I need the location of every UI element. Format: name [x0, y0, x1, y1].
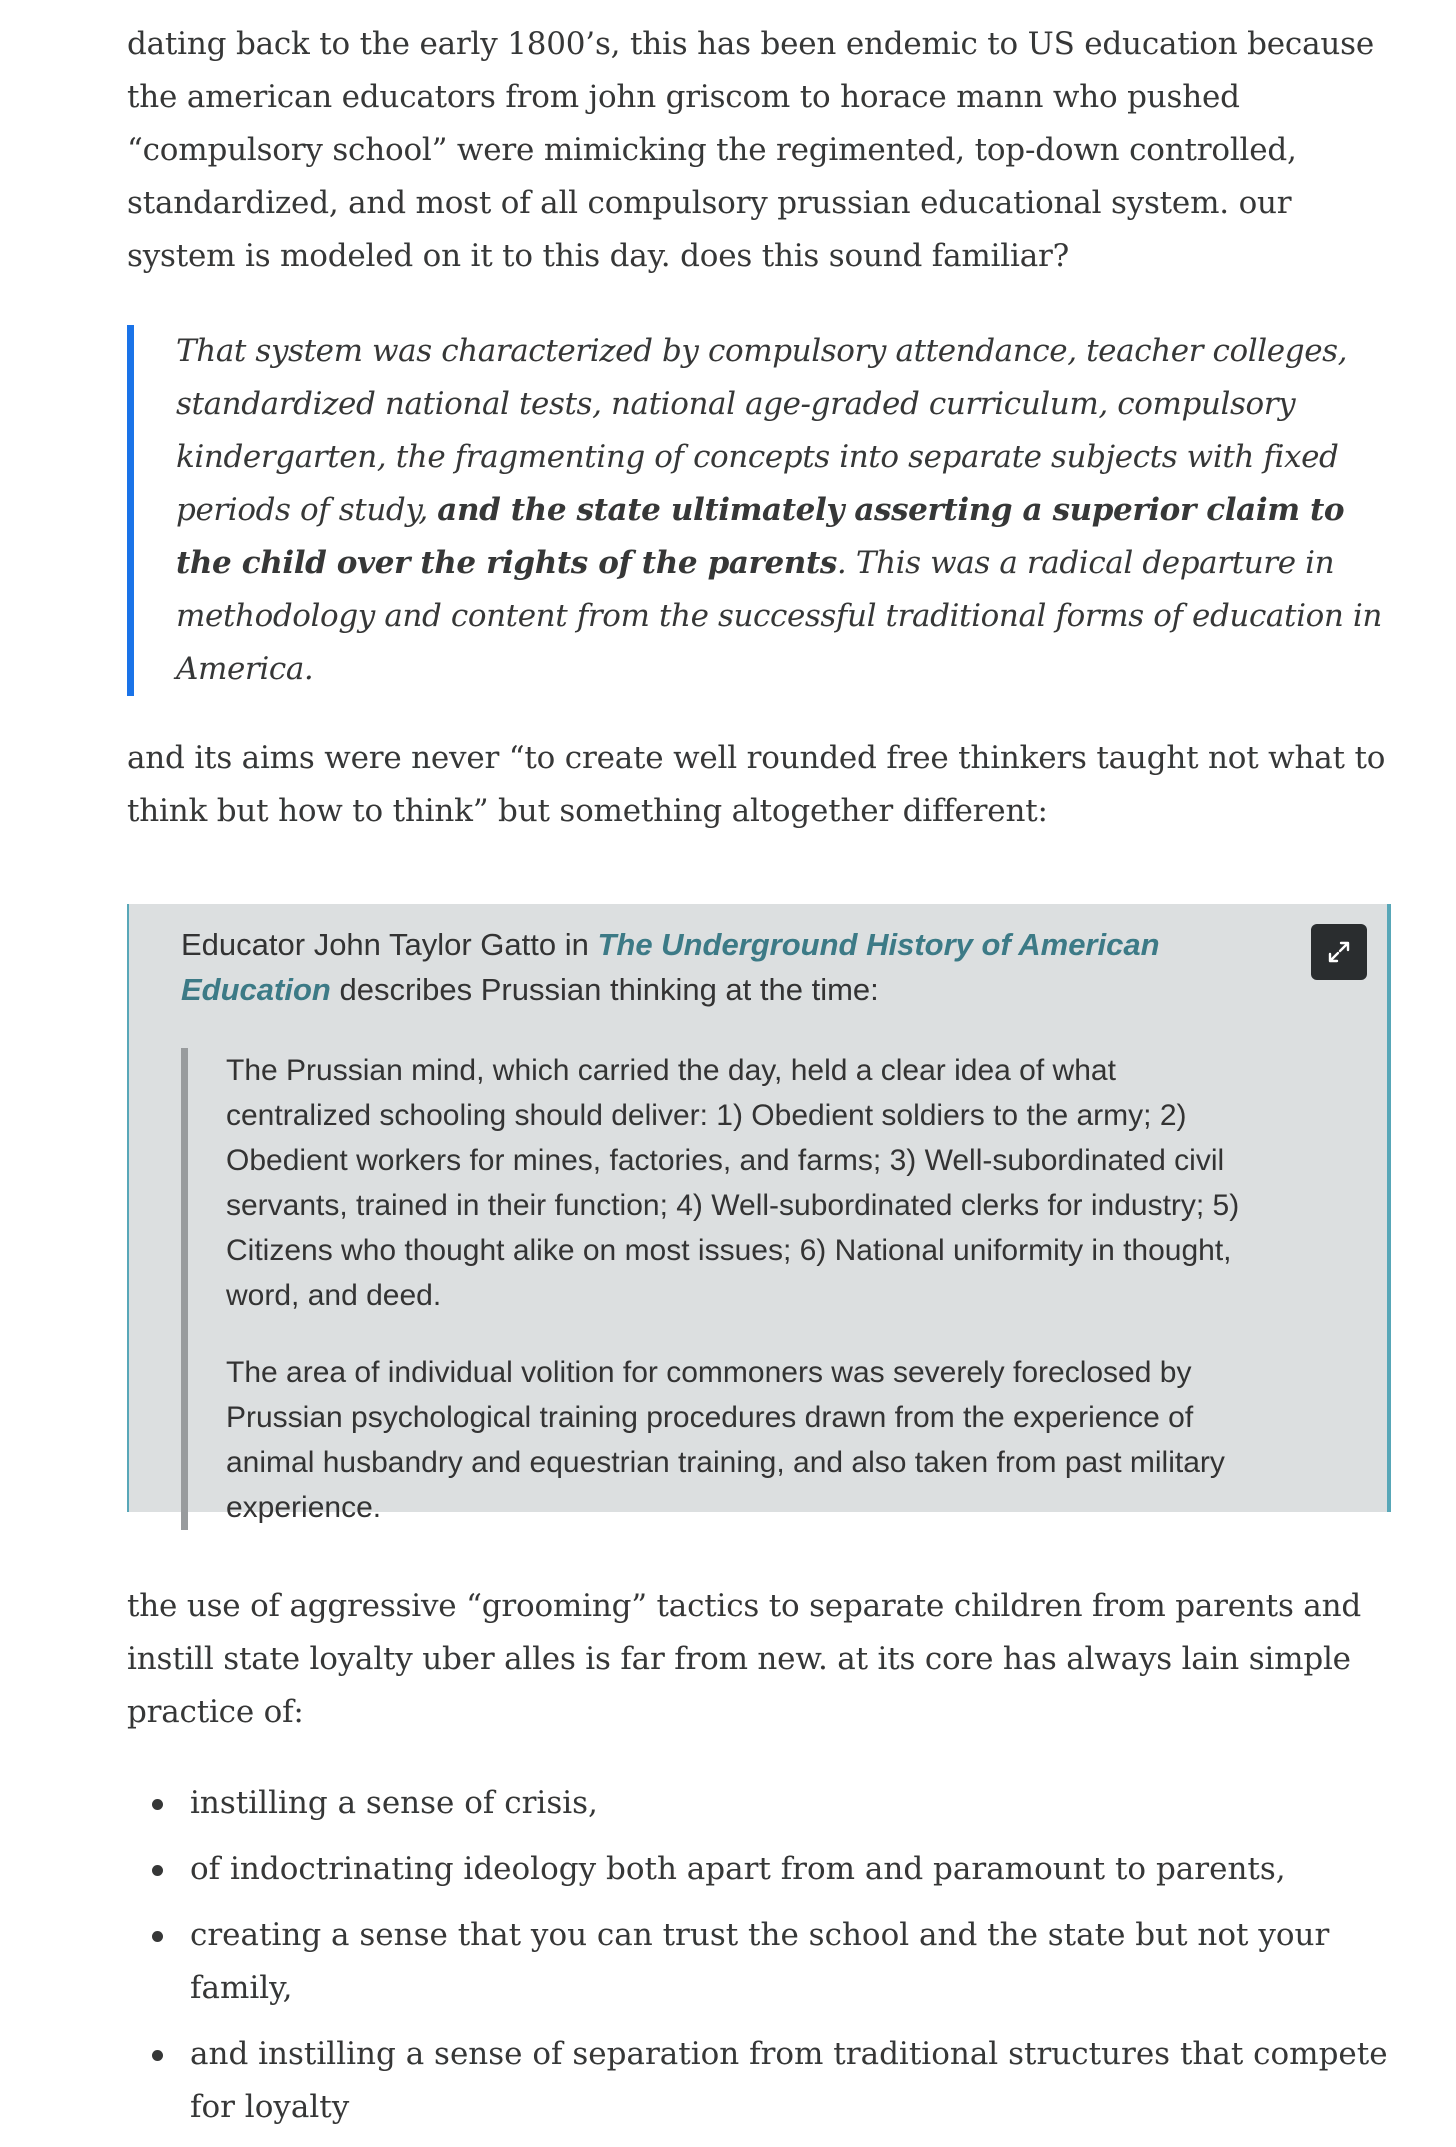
paragraph-grooming: the use of aggressive “grooming” tactics to separate children from parents and instill state loyalty uber alles is far from new. at its core has always lain simple practice of: — [127, 1588, 1361, 1730]
list-item-text: of indoctrinating ideology both apart from and paramount to parents, — [190, 1851, 1286, 1887]
blockquote-text-end: . This was a radical departure in methodology and content from the successful traditional forms of education in America. — [176, 545, 1382, 687]
list-item — [127, 2028, 1391, 2134]
list-item — [127, 1777, 1391, 1830]
expand-icon — [1326, 939, 1352, 965]
expand-button[interactable] — [1311, 924, 1367, 980]
blockquote-text: That system was characterized by compulsory attendance, teacher colleges, standardized national tests, national age-graded curriculum, compulsory kindergarten, the fragmenting of concepts into separate subjects with fixed periods of study, — [176, 333, 1348, 528]
bullet-list — [127, 1777, 1391, 2134]
list-item — [127, 1909, 1391, 2015]
embed-intro — [181, 922, 1231, 1012]
embedded-quote-card — [127, 904, 1391, 1524]
list-item — [127, 1843, 1391, 1896]
bullet-icon — [152, 1865, 163, 1876]
inner-quote-paragraph-1: The Prussian mind, which carried the day, held a clear idea of what centralized schooling should deliver: 1) Obedient soldiers to the army; 2) Obedient workers for mines, factories, and farms; 3) Well-subordinated civil servants, trained in their function; 4) Well-subordinated clerks for industry; 5) Citizens who thought alike on most issues; 6) National uniformity in thought, word, and deed. — [226, 1054, 1240, 1312]
inner-blockquote — [181, 1048, 1335, 1530]
paragraph-intro: dating back to the early 1800’s, this has been endemic to US education because the american educators from john griscom to horace mann who pushed “compulsory school” were mimicking the regimented, top-down controlled, standardized, and most of all compulsory prussian educational system. our system is modeled on it to this day. does this sound familiar? — [127, 26, 1374, 274]
list-item-text: instilling a sense of crisis, — [190, 1785, 598, 1821]
inner-quote-paragraph-2: The area of individual volition for commoners was severely foreclosed by Prussian psychological training procedures drawn from the experience of animal husbandry and equestrian training, and also taken from past military experience. — [226, 1356, 1225, 1524]
embed-intro-suffix: describes Prussian thinking at the time: — [330, 972, 879, 1007]
bullet-icon — [152, 1931, 163, 1942]
article-body — [127, 0, 1391, 2147]
blockquote-bold-text: and the state ultimately asserting a superior claim to the child over the rights of the parents — [176, 492, 1345, 581]
bullet-icon — [152, 1799, 163, 1810]
bullet-icon — [152, 2050, 163, 2061]
list-item-text: creating a sense that you can trust the school and the state but not your family, — [190, 1917, 1330, 2006]
list-item-text: and instilling a sense of separation from traditional structures that compete for loyalty — [190, 2036, 1388, 2125]
book-title-link[interactable]: The Underground History of American Education — [181, 927, 1160, 1007]
paragraph-aims: and its aims were never “to create well rounded free thinkers taught not what to think but how to think” but something altogether different: — [127, 740, 1386, 829]
embed-intro-prefix: Educator John Taylor Gatto in — [181, 927, 598, 962]
blockquote — [127, 325, 1391, 696]
